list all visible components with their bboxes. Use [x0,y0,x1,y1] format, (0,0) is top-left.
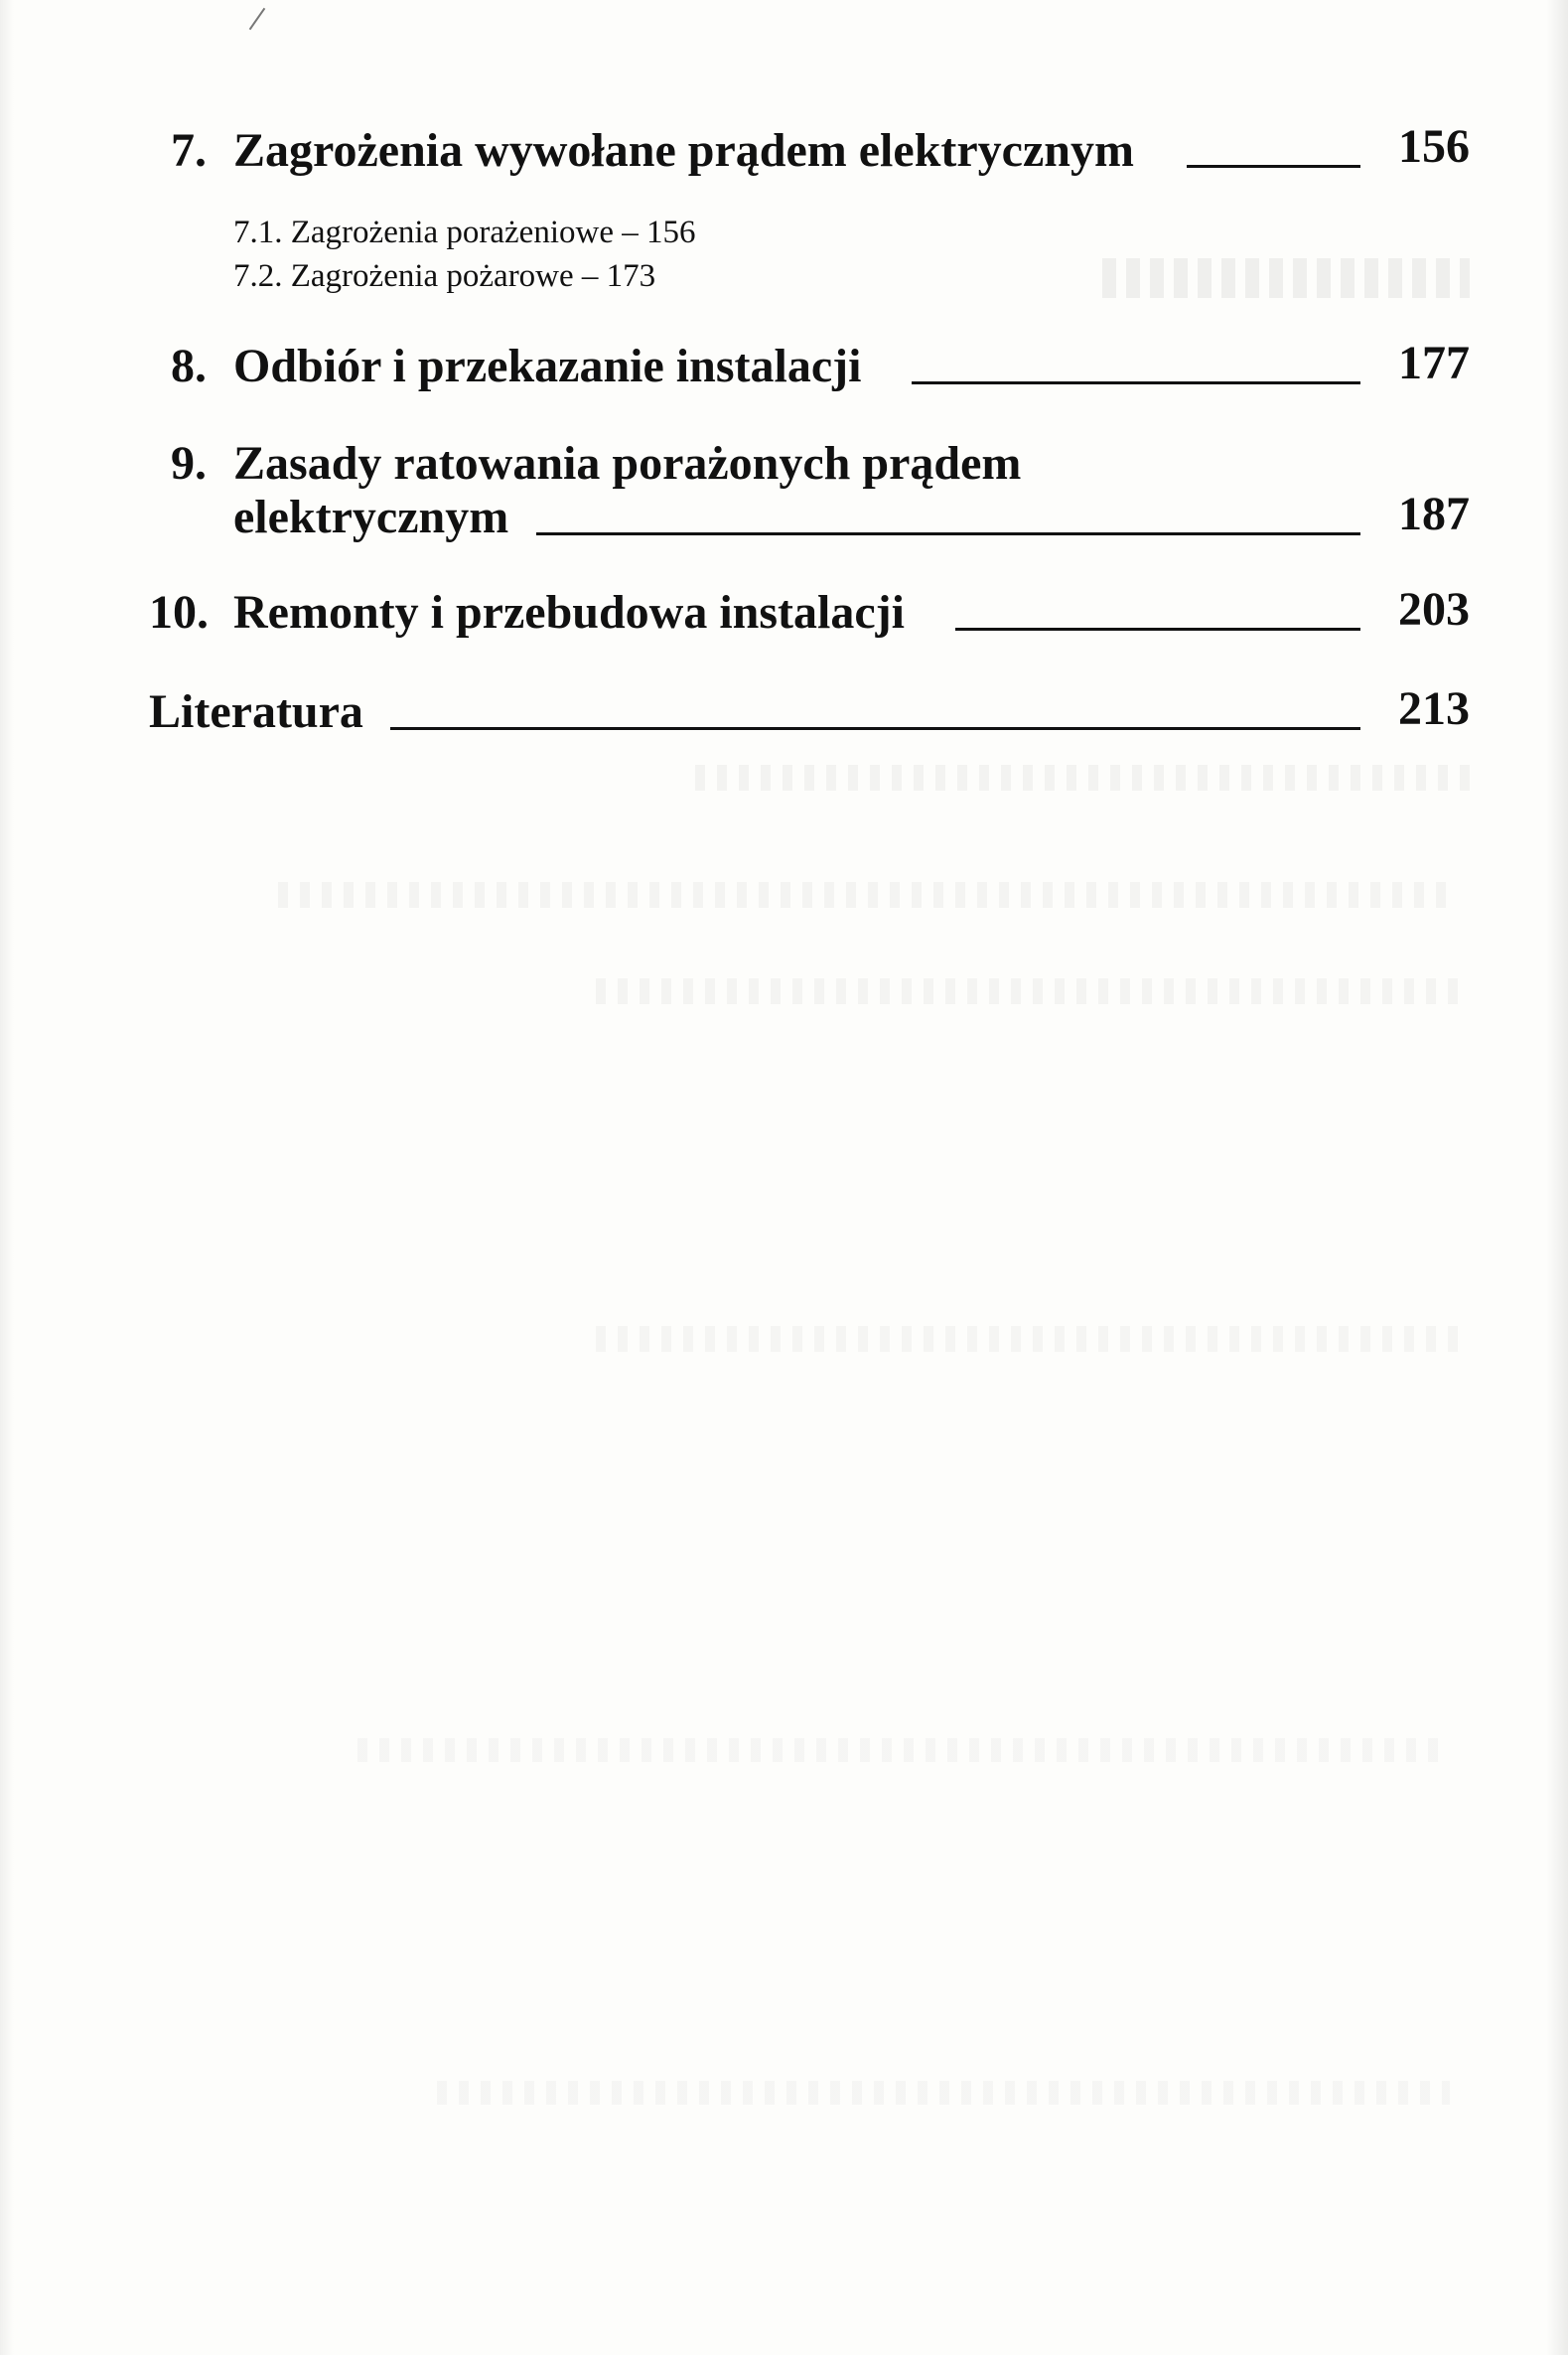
toc-entry-title: Zasady ratowania porażonych prądem [233,437,1022,490]
toc-entry-title: Zagrożenia wywołane prądem elektrycznym [233,124,1134,177]
toc-entry-title: Odbiór i przekazanie instalacji [233,340,862,392]
toc-entry-title: Literatura [149,685,363,738]
toc-entry-number: 10. [149,586,209,639]
toc-entry-page: 203 [1398,583,1470,636]
scan-edge-shadow [1546,0,1568,2355]
toc-leader-line [955,628,1360,631]
toc-leader-line [390,727,1360,730]
toc-subentry[interactable]: 7.1. Zagrożenia porażeniowe – 156 [233,215,696,250]
toc-entry-number: 8. [171,340,207,392]
toc-entry-page: 213 [1398,682,1470,735]
toc-entry-title-continued: elektrycznym [233,491,509,543]
toc-leader-line [1187,165,1360,168]
toc-entry-page: 177 [1398,337,1470,389]
toc-entry-number: 7. [171,124,207,177]
stray-pen-mark [249,8,266,30]
toc-leader-line [912,381,1360,384]
toc-entry-title: Remonty i przebudowa instalacji [233,586,905,639]
toc-entry-page: 187 [1398,488,1470,540]
toc-entry-number: 9. [171,437,207,490]
toc-subentry[interactable]: 7.2. Zagrożenia pożarowe – 173 [233,258,656,294]
toc-leader-line [536,532,1360,535]
toc-entry-page: 156 [1398,120,1470,173]
scan-edge-shadow [0,0,14,2355]
